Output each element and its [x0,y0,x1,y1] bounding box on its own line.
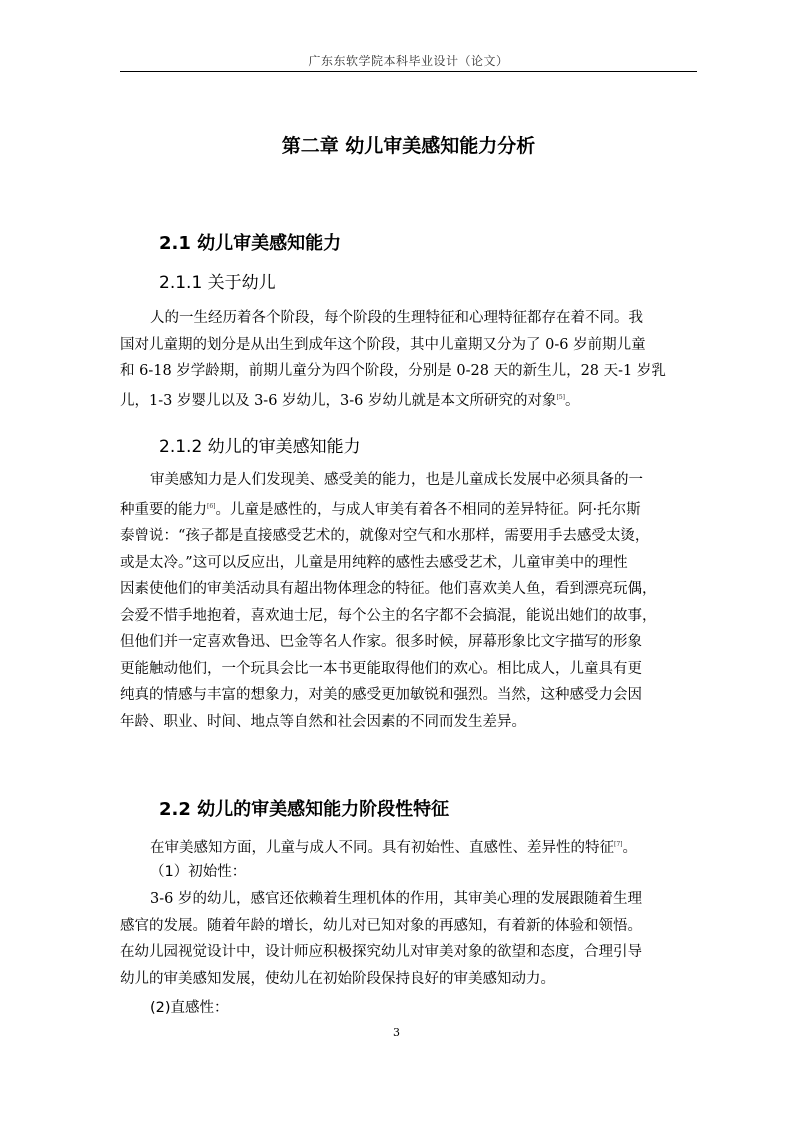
running-header: 广东东软学院本科毕业设计（论文） [308,54,509,68]
section-heading-2-1: 2.1 幼儿审美感知能力 [159,233,342,254]
text-line [120,385,700,415]
text-line: 3-6 岁的幼儿，感官还依赖着生理机体的作用，其审美心理的发展跟随着生理 [150,891,642,907]
section-heading-2-2: 2.2 幼儿的审美感知能力阶段性特征 [159,799,450,820]
section-heading-2-1-2: 2.1.2 幼儿的审美感知能力 [159,437,361,457]
text-run: 在审美感知方面，儿童与成人不同。具有初始性、直感性、差异性的特征 [150,840,614,856]
chapter-title: 第二章 幼儿审美感知能力分析 [281,135,536,157]
section-heading-2-1-1: 2.1.1 关于幼儿 [159,273,276,293]
text-run: 。 [622,840,637,856]
paragraph-about-children [120,305,700,414]
text-line: 国对儿童期的划分是从出生到成年这个阶段，其中儿童期又分为了 0-6 岁前期儿童 [120,336,646,353]
text-run: 种重要的能力 [120,501,207,518]
text-line: 或是太冷。”这可以反应出，儿童是用纯粹的感性去感受艺术，儿童审美中的理性 [120,554,628,571]
citation-ref: [5] [556,393,565,401]
paragraph-stage-intro [120,832,700,862]
text-line: 泰曾说：“孩子都是直接感受艺术的，就像对空气和水那样，需要用手去感受太烫， [120,528,650,544]
text-line: 年龄、职业、时间、地点等自然和社会因素的不同而发生差异。 [120,713,526,730]
text-run: 儿，1-3 岁婴儿以及 3-6 岁幼儿，3-6 岁幼儿就是本文所研究的对象 [120,392,557,409]
text-line: 但他们并一定喜欢鲁迅、巴金等名人作家。很多时候，屏幕形象比文字描写的形象 [120,634,642,650]
text-line: 因素使他们的审美活动具有超出物体理念的特征。他们喜欢美人鱼，看到漂亮玩偶， [120,581,657,597]
text-line: 感官的发展。随着年龄的增长，幼儿对已知对象的再感知，有着新的体验和领悟。 [120,917,642,934]
list-label-initiality: （1）初始性： [150,864,247,880]
paragraph-aesthetic-perception [120,467,700,735]
citation-ref: [6] [207,502,216,510]
text-line [120,494,700,524]
header-rule [120,71,697,72]
text-line: 和 6-18 岁学龄期，前期儿童分为四个阶段，分别是 0-28 天的新生儿，28 天-1 岁乳 [120,363,666,379]
text-line: 人的一生经历着各个阶段，每个阶段的生理特征和心理特征都存在着不同。我 [150,310,643,326]
page-number: 3 [393,1026,400,1039]
text-line: 会爱不惜手地抱着，喜欢迪士尼，每个公主的名字都不会搞混，能说出她们的故事， [120,607,657,624]
text-run: 。 [565,392,580,409]
text-line: 更能触动他们，一个玩具会比一本书更能取得他们的欢心。相比成人，儿童具有更 [120,660,642,677]
text-run: 。儿童是感性的，与成人审美有着各不相同的差异特征。阿·托尔斯 [215,501,641,518]
text-line: 纯真的情感与丰富的想象力，对美的感受更加敏锐和强烈。当然，这种感受力会因 [120,687,642,703]
paragraph-initiality [120,886,700,992]
text-line: 幼儿的审美感知发展，使幼儿在初始阶段保持良好的审美感知动力。 [120,970,555,987]
text-line: 审美感知力是人们发现美、感受美的能力，也是儿童成长发展中必须具备的一 [150,472,643,488]
list-label-intuitiveness: (2)直感性： [150,1000,229,1016]
citation-ref: [7] [614,841,623,848]
text-line: 在幼儿园视觉设计中，设计师应积极探究幼儿对审美对象的欲望和态度，合理引导 [120,944,642,960]
